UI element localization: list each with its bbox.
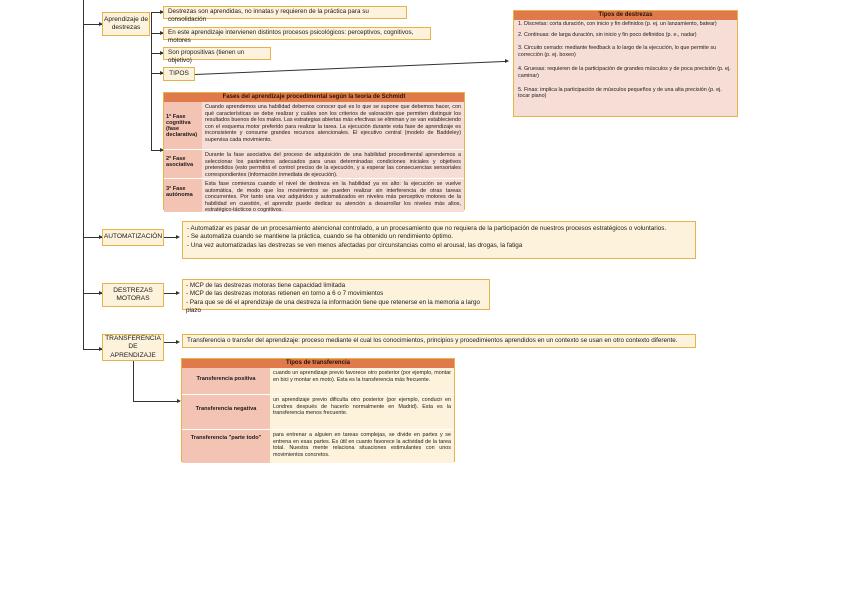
tipos-destrezas-title: Tipos de destrezas — [514, 11, 737, 20]
note-propositivas: Son propositivas (tienen un objetivo) — [163, 47, 271, 60]
node-tipos[interactable]: TIPOS — [163, 67, 195, 81]
tipo-destreza-item: 3. Circuito cerrado: mediante feedback a lo largo de la ejecución, lo que permite su corrección (p. ej. boxeo) — [518, 45, 717, 58]
tipos-destrezas-table — [513, 10, 738, 117]
tipo-destreza-item: 2. Continuas: de larga duración, sin inicio y fin poco definidos (p. e., nadar) — [518, 31, 697, 38]
fase-row — [164, 179, 464, 212]
motoras-notes: - MCP de las destrezas motoras tiene capacidad limitada - MCP de las destrezas motoras retienen en torno a 6 o 7 movimientos - Para que se dé el aprendizaje de una destreza la información tiene que retenerse en la memoria a largo plazo — [182, 279, 490, 310]
fase-label: 1ª Fase cognitiva (fase declarativa) — [164, 102, 202, 149]
tipos-connector — [195, 61, 507, 75]
transferencia-row — [182, 368, 454, 395]
fase-text: Esta fase comienza cuando el nivel de destreza en la habilidad ya es alto: la ejecución se vuelve automática, de modo que los movimientos se pueden realizar sin interferencia de otras tareas concurrentes. Por tanto una vez adquiridos y automatizados en niveles más perceptivo motores de la habilidad en cuestión, el aprendiz puede dedicar su atención a desarrollar los niveles más altos, estratégico-tácticos o cognitivos. — [202, 179, 464, 212]
node-automatizacion[interactable]: AUTOMATIZACIÓN — [102, 229, 164, 246]
node-transferencia[interactable]: TRANSFERENCIA DE APRENDIZAJE — [102, 334, 164, 361]
transferencia-text: cuando un aprendizaje previo favorece otro posterior (por ejemplo, montar en bici y montar en moto). Esta es la transferencia más frecuente. — [270, 368, 454, 394]
transferencia-note: Transferencia o transfer del aprendizaje: proceso mediante el cual los conocimientos, principios y procedimientos aprendidos en un contexto se usan en otro contexto diferente. — [182, 334, 696, 348]
transferencia-label: Transferencia positiva — [182, 368, 270, 394]
transferencia-label: Transferencia "parte todo" — [182, 430, 270, 463]
tipo-destreza-item: 1. Discretas: corta duración, con inicio y fin definidos (p. ej. un lanzamiento, batear) — [518, 21, 717, 27]
transferencia-row — [182, 430, 454, 463]
note-destrezas-aprendidas: Destrezas son aprendidas, no innatas y requieren de la práctica para su consolidación — [163, 6, 407, 19]
fase-row — [164, 102, 464, 150]
note-procesos-psicologicos: En este aprendizaje intervienen distintos procesos psicológicos: perceptivos, cognitivos, motores — [163, 27, 431, 40]
fases-title: Fases del aprendizaje procedimental según la teoría de Schmidt — [164, 93, 464, 102]
transferencia-text: un aprendizaje previo dificulta otro posterior (por ejemplo, conducir en Londres después de hacerlo normalmente en Madrid). Esta es la transferencia menos frecuente. — [270, 395, 454, 429]
automatizacion-notes: - Automatizar es pasar de un procesamiento atencional controlado, a un procesamiento que no requiera de la participación de nuestros procesos estratégicos o voluntarios. - Se automatiza cuando se mantiene la práctica, cuando se ha obtenido un rendimiento óptimo. - Una vez automatizadas las destrezas se ven menos afectadas por circunstancias como el arousal, las drogas, la fatiga — [182, 221, 696, 259]
node-aprendizaje-destrezas[interactable]: Aprendizaje de destrezas — [102, 12, 150, 36]
fase-text: Cuando aprendemos una habilidad debemos conocer qué es lo que se supone que debemos hacer, con qué características se debe realizar y cuáles son los criterios de valoración que permiten distinguir los resultados buenos de los malos. Las estrategias abiertas más efectivas se eliminan y se van estableciendo con el esquema motor preferido para realizar la tarea. La ejecución durante esta fase de aprendizaje es inconsistente y consume grandes recursos atencionales. El ejecutivo central (modelo de Baddeley) supervisa cada movimiento. — [202, 102, 464, 149]
transferencia-down-line — [133, 361, 134, 401]
tipo-destreza-item: 5. Finas: implica la participación de músculos pequeños y de una alta precisión (p. ej. tocar piano) — [518, 86, 722, 100]
fase-row — [164, 150, 464, 179]
transferencia-text: para entrenar a alguien en tareas complejas, se divide en partes y se entrena en esas partes. Es útil en cuanto favorece la actividad de la tarea total. Nuestra mente relaciona situaciones estimulantes con unos movimientos concretos. — [270, 430, 454, 463]
fases-table — [163, 92, 465, 214]
fase-text: Durante la fase asociativa del proceso de adquisición de una habilidad procedimental aprendemos a seleccionar los parámetros adecuados para unas determinadas condiciones iniciales y objetivos pretendidos (esto permitirá el control preciso de la ejecución, y a esperar las consecuencias sensoriales correspondientes (información inmediata de ejecución). — [202, 150, 464, 178]
transferencia-label: Transferencia negativa — [182, 395, 270, 429]
fase-label: 2ª Fase asociativa — [164, 150, 202, 178]
transferencia-row — [182, 395, 454, 430]
tipo-destreza-item: 4. Gruesas: requieren de la participación de grandes músculos y de poca precisión (p. ej. caminar) — [518, 66, 731, 79]
tipos-transferencia-title: Tipos de transferencia — [182, 359, 454, 368]
tipos-transferencia-table — [181, 358, 455, 462]
main-trunk-line — [83, 0, 84, 350]
fase-label: 3ª Fase autónoma — [164, 179, 202, 212]
node-destrezas-motoras[interactable]: DESTREZAS MOTORAS — [102, 283, 164, 307]
